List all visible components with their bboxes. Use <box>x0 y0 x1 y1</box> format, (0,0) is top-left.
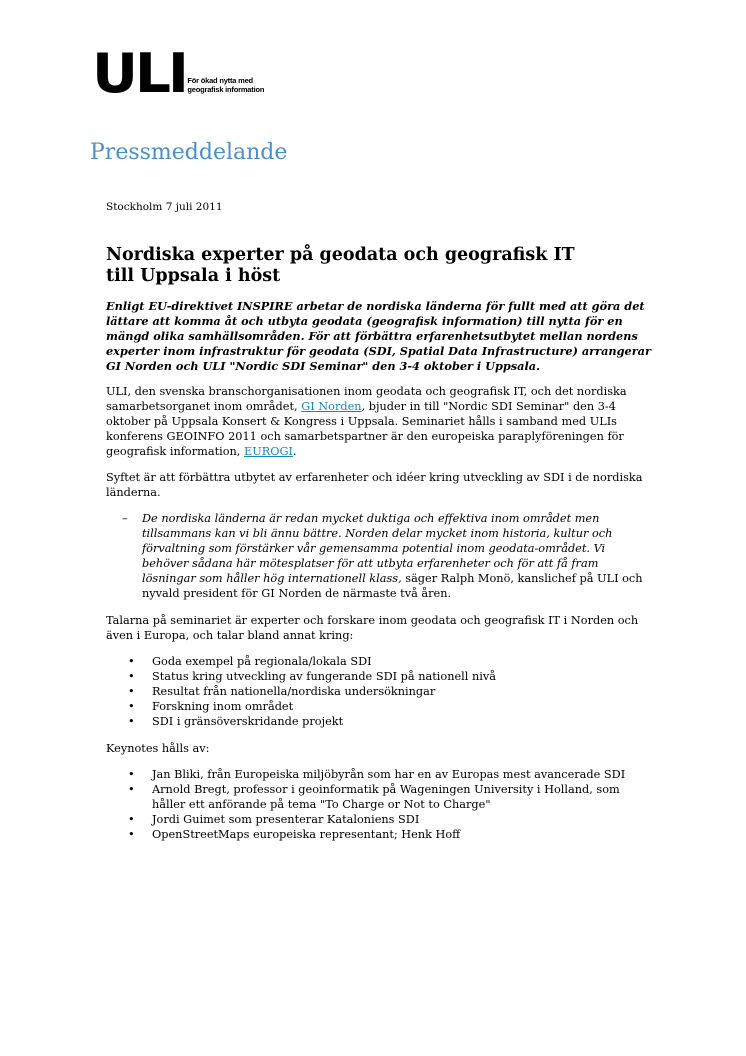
logo-tagline-line2: geografisk information <box>187 85 265 94</box>
lead-paragraph: Enligt EU-direktivet INSPIRE arbetar de nordiska länderna för fullt med att göra det lättare att komma åt och utbyta geodata (geografisk information) till nytta för en mängd olika samhällsområden. För att förbättra erfarenhetsutbytet mellan nordens experter inom infrastruktur för geodata (SDI, Spatial Data Infrastructure) arrangerar GI Norden och ULI "Nordic SDI Seminar" den 3-4 oktober i Uppsala. <box>106 299 651 373</box>
list-item: • Goda exempel på regionala/lokala SDI <box>106 654 651 669</box>
paragraph-intro-part2: , bjuder in till "Nordic SDI Seminar" den 3-4 oktober på Uppsala Konsert & Kongress i Uppsala. Seminariet hålls i samband med ULIs konferens GEOINFO 2011 och samarbetspartner är den europeiska paraplyföreningen för geografisk information, <box>106 400 624 458</box>
list-item: • Jordi Guimet som presenterar Kataloniens SDI <box>106 812 651 827</box>
paragraph-intro-part1: ULI, den svenska branschorganisationen inom geodata och geografisk IT, och det nordiska samarbetsorganet inom området, <box>106 385 627 413</box>
press-release-body <box>106 200 651 854</box>
list-item: • Status kring utveckling av fungerande SDI på nationell nivå <box>106 669 651 684</box>
headline-line1: Nordiska experter på geodata och geografisk IT <box>106 245 575 265</box>
list-item: • Jan Bliki, från Europeiska miljöbyrån som har en av Europas mest avancerade SDI <box>106 767 651 782</box>
paragraph-purpose: Syftet är att förbättra utbytet av erfarenheter och idéer kring utveckling av SDI i de nordiska länderna. <box>106 471 643 499</box>
quote-attribution: säger Ralph Monö, kanslichef på ULI och nyvald president för GI Norden de närmaste två åren. <box>142 572 643 600</box>
list-item: • Forskning inom området <box>106 699 651 714</box>
paragraph-speakers: Talarna på seminariet är experter och forskare inom geodata och geografisk IT i Norden och även i Europa, och talar bland annat kring: <box>106 614 639 642</box>
topics-list <box>106 654 651 729</box>
logo-tagline-line1: För ökad nytta med <box>187 76 253 85</box>
list-item: • OpenStreetMaps europeiska representant; Henk Hoff <box>106 827 651 842</box>
quote-text: De nordiska länderna är redan mycket duktiga och effektiva inom området men tillsammans kan vi bli ännu bättre. Norden delar mycket inom historia, kultur och förvaltning som förstärker vår gemensamma potential inom geodata-området. Vi behöver sådana här mötesplatser för att utbyta erfarenheter och för att få fram lösningar som håller hög internationell klass, <box>142 512 613 585</box>
uli-logo <box>92 42 265 105</box>
eurogi-link[interactable]: EUROGI <box>243 445 294 458</box>
headline-line2: till Uppsala i höst <box>106 266 281 286</box>
list-item: • SDI i gränsöverskridande projekt <box>106 714 651 729</box>
logo-tagline <box>187 76 264 94</box>
keynotes-intro: Keynotes hålls av: <box>106 742 210 755</box>
list-item: • Arnold Bregt, professor i geoinformatik på Wageningen University i Holland, som håller ett anförande på tema "To Charge or Not to Charge" <box>106 782 651 812</box>
paragraph-intro-part3: . <box>293 445 297 458</box>
list-item: • Resultat från nationella/nordiska undersökningar <box>106 684 651 699</box>
press-heading: Pressmeddelande <box>90 140 288 165</box>
gi-norden-link[interactable]: GI Norden <box>301 400 362 413</box>
logo-mark: ULI <box>92 42 186 105</box>
quote-block <box>106 511 651 601</box>
quote-dash: – <box>122 512 128 525</box>
keynotes-list <box>106 767 651 842</box>
headline <box>106 245 651 287</box>
paragraph-intro <box>106 384 651 459</box>
dateline: Stockholm 7 juli 2011 <box>106 201 223 213</box>
